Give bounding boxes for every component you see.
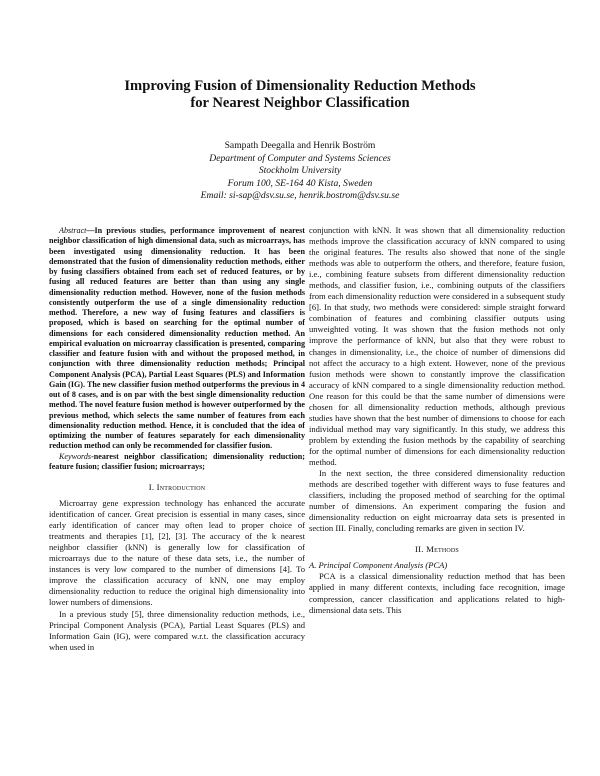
author-address: Forum 100, SE-164 40 Kista, Sweden	[227, 177, 373, 189]
section-title: Methods	[426, 544, 459, 555]
body-paragraph: In a previous study [5], three dimensionality reduction methods, i.e., Principal Component Analysis (PCA), Partial Least Squares (PLS) and Information Gain (IG), were compared w.r.t. the classification accuracy when used in	[49, 608, 305, 652]
body-paragraph: conjunction with kNN. It was shown that all dimensionality reduction methods improve the classification accuracy of kNN compared to using the original features. The results also showed that none of the single methods was able to outperform the others, and therefore, feature fusion, i.e., combining feature subsets from different dimensionality reduction methods, and classifier fusion, i.e., combining outputs of the classifiers from each dimensionality reduction were considered in a subsequent study [6]. In that study, two methods were considered: simple straight forward combination of features and combining classifier outputs using unweighted voting. It was shown that the fusion methods not only improve the performance of kNN, but also that they were robust to changes in dimensionality, i.e., the choice of number of dimensions did not affect the accuracy to a high extent. However, none of the previous fusion methods were shown to constantly improve the classification accuracy of kNN compared to a single dimensionality reduction method. One reason for this could be that the same number of dimensions were chosen for all dimensionality reduction methods, although previous studies have shown that the best number of dimensions to choose for each individual method may vary significantly. In this study, we address this problem by extending the fusion methods by the capability of searching for the optimal number of dimensions for each dimensionality reduction method.	[309, 225, 565, 467]
title-line-1: Improving Fusion of Dimensionality Reduction Methods	[124, 78, 476, 94]
left-column	[49, 226, 305, 653]
section-heading-introduction	[49, 482, 305, 493]
abstract-label: Abstract	[59, 226, 87, 235]
abstract	[49, 226, 305, 452]
keywords	[49, 452, 305, 473]
section-heading-methods	[309, 544, 565, 555]
paper-title	[0, 78, 600, 112]
section-number: II.	[415, 544, 427, 555]
author-department: Department of Computer and Systems Sciences	[209, 152, 391, 164]
body-paragraph: In the next section, the three considered dimensionality reduction methods are described together with different ways to fuse features and classifiers, including the proposed method of searching for the optimal number of dimensions. An experiment comparing the fusion and dimensionality reduction on eight microarray data sets is presented in section III. Finally, concluding remarks are given in section IV.	[309, 468, 565, 534]
keywords-label: Keywords	[59, 451, 92, 461]
title-line-2: for Nearest Neighbor Classification	[190, 95, 410, 111]
author-university: Stockholm University	[258, 165, 342, 177]
body-paragraph: Microarray gene expression technology has enhanced the accurate identification of cancer. Great precision is essential in many cases, since early identification of cancer may often lead to proper choice of treatments and therapies [1], [2], [3]. The accuracy of the k nearest neighbor classifier (kNN) is generally low for classification of microarrays due to the nature of these data sets, i.e., the number of instances is very low compared to the number of dimensions [4]. To improve the classification accuracy of kNN, one may employ dimensionality reduction to reduce the original high dimensionality into lower numbers of dimensions.	[49, 498, 305, 608]
author-names: Sampath Deegalla and Henrik Boström	[224, 140, 376, 151]
author-block	[0, 140, 600, 203]
section-number: I.	[148, 482, 157, 492]
section-title: Introduction	[156, 482, 206, 492]
right-column	[309, 225, 565, 616]
author-email: Email: si-sap@dsv.su.se, henrik.bostrom@dsv.su.se	[200, 190, 400, 202]
abstract-text: —In previous studies, performance improvement of nearest neighbor classification of high dimensional data, such as microarrays, has been investigated using dimensionality reduction. It has been demonstrated that the fusion of dimensionality reduction methods, either by fusing classifiers obtained from each set of reduced features, or by fusing all reduced features are better than than using any single dimensionality reduction method. However, none of the fusion methods consistently outperform the use of a single dimensionality reduction method. Therefore, a new way of fusing features and classifiers is proposed, which is based on searching for the optimal number of dimensions for each considered dimensionality reduction method. An empirical evaluation on microarray classification is presented, comparing classifier and feature fusion with and without the proposed method, in conjunction with three dimensionality reduction methods; Principal Component Analysis (PCA), Partial Least Squares (PLS) and Information Gain (IG). The new classifier fusion method outperforms the previous in 4 out of 8 cases, and is on par with the best single dimensionality reduction method. The novel feature fusion method is however outperformed by the previous method, which selects the same number of features from each dimensionality reduction method. Hence, it is concluded that the idea of optimizing the number of features separately for each dimensionality reduction method can only be recommended for classifier fusion.	[49, 226, 305, 451]
body-paragraph: PCA is a classical dimensionality reduction method that has been applied in many different contexts, including face recognition, image compression, cancer classification and applications related to high-dimensional data sets. This	[309, 571, 565, 615]
keywords-text: -nearest neighbor classification; dimensionality reduction; feature fusion; classifier fusion; microarrays;	[49, 451, 305, 471]
subsection-heading-pca: A. Principal Component Analysis (PCA)	[309, 560, 448, 571]
